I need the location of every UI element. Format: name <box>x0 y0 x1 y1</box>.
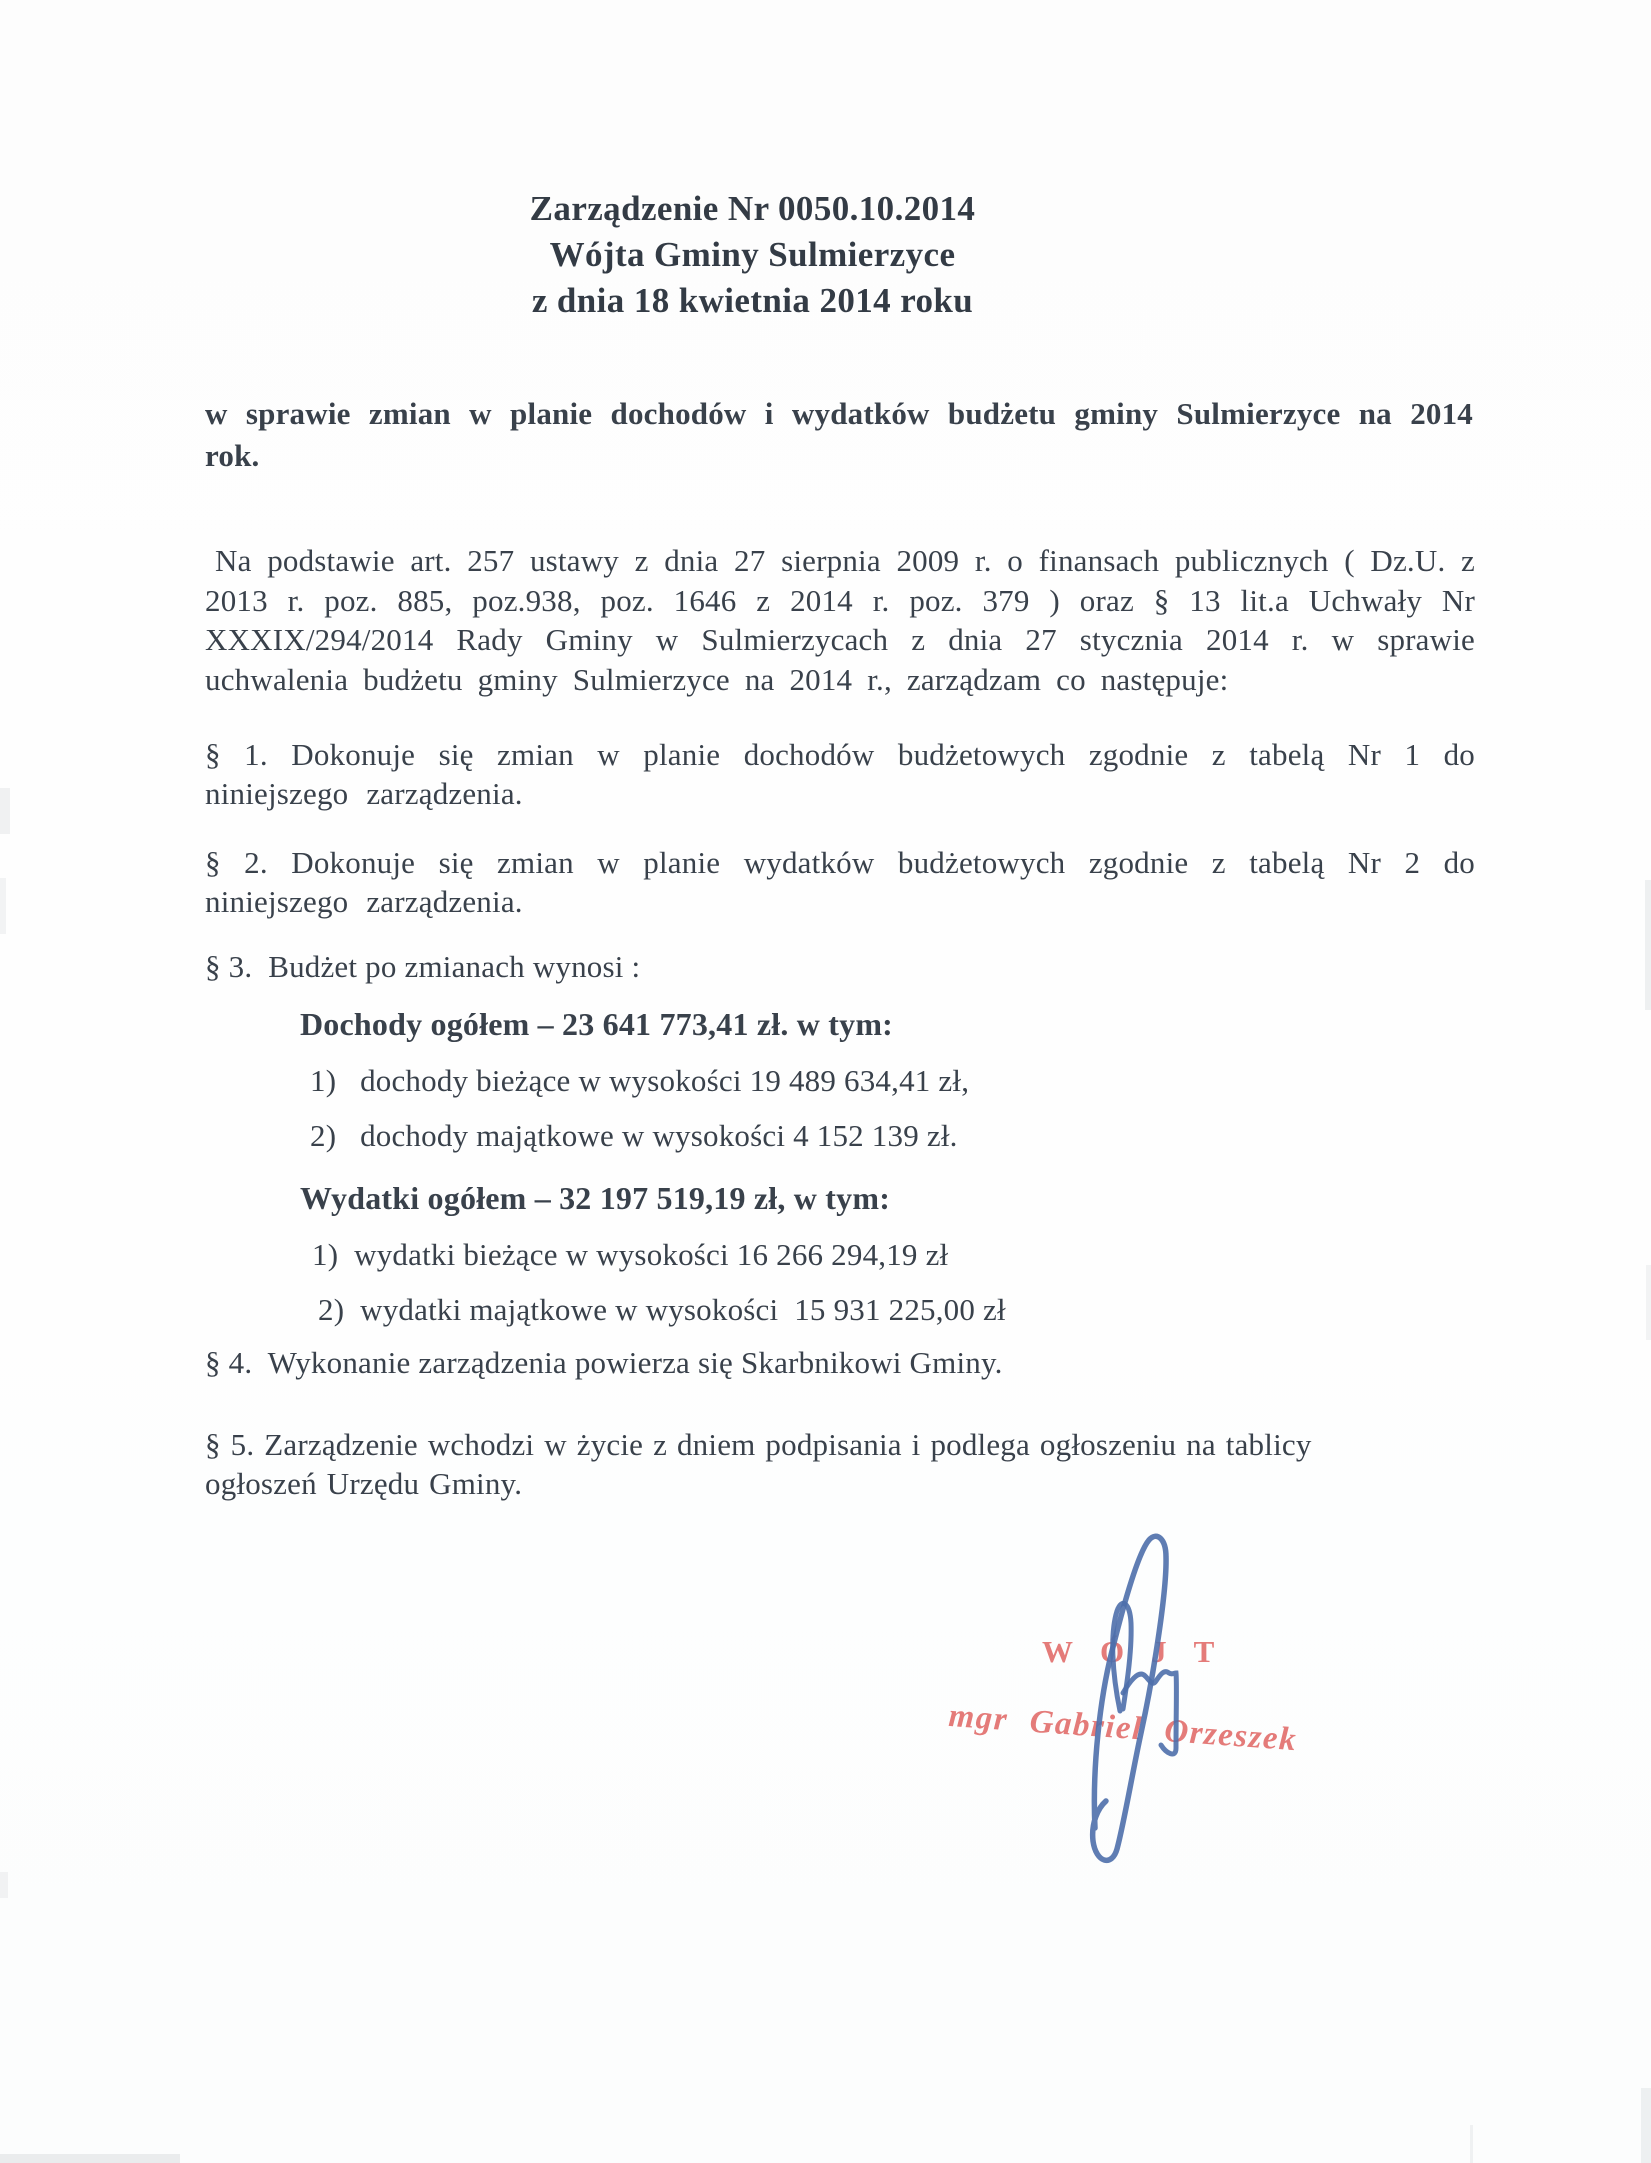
title-line-date: z dnia 18 kwietnia 2014 roku <box>531 281 974 320</box>
title-line-ordinance-number: Zarządzenie Nr 0050.10.2014 <box>529 189 976 228</box>
scan-artifact-left-low <box>0 1872 8 1898</box>
expense-total-line: Wydatki ogółem – 32 197 519,19 zł, w tym: <box>300 1180 891 1216</box>
handwritten-signature <box>1020 1523 1290 1893</box>
scan-artifact-left-dash <box>0 788 10 834</box>
income-total-line: Dochody ogółem – 23 641 773,41 zł. w tym: <box>300 1006 894 1042</box>
scan-artifact-right-low <box>1641 2088 1651 2163</box>
expense-item-current: 1) wydatki bieżące w wysokości 16 266 294,19 zł <box>312 1237 949 1272</box>
income-item-current: 1) dochody bieżące w wysokości 19 489 634,41 zł, <box>310 1063 970 1098</box>
section-5-paragraph: § 5. Zarządzenie wchodzi w życie z dniem podpisania i podlega ogłoszeniu na tablicy ogłoszeń Urzędu Gminy. <box>205 1427 1312 1501</box>
expense-item-capital: 2) wydatki majątkowe w wysokości 15 931 225,00 zł <box>318 1292 1006 1327</box>
mayor-stamp-title: WÓJT <box>1042 1634 1242 1669</box>
scan-artifact-right-mid <box>1645 880 1651 1010</box>
section-2-paragraph: § 2. Dokonuje się zmian w planie wydatków budżetowych zgodnie z tabelą Nr 2 do niniejszego zarządzenia. <box>205 845 1475 919</box>
income-item-capital: 2) dochody majątkowe w wysokości 4 152 139 zł. <box>310 1118 958 1153</box>
scan-artifact-bottom-left <box>0 2154 180 2163</box>
scan-artifact-bottom-line <box>1470 2125 1473 2163</box>
title-line-issuer: Wójta Gminy Sulmierzyce <box>549 235 956 274</box>
section-1-paragraph: § 1. Dokonuje się zmian w planie dochodów budżetowych zgodnie z tabelą Nr 1 do niniejszego zarządzenia. <box>205 737 1475 811</box>
scan-artifact-left-mid <box>0 878 6 934</box>
section-3-paragraph: § 3. Budżet po zmianach wynosi : <box>205 949 641 984</box>
section-4-paragraph: § 4. Wykonanie zarządzenia powierza się Skarbnikowi Gminy. <box>205 1345 1003 1380</box>
mayor-stamp-name: mgr Gabriel Orzeszek <box>947 1698 1299 1759</box>
legal-basis-paragraph: Na podstawie art. 257 ustawy z dnia 27 sierpnia 2009 r. o finansach publicznych ( Dz.U. z 2013 r. poz. 885, poz.938, poz. 1646 z 2014 r. poz. 379 ) oraz § 13 lit.a Uchwały Nr XXXIX/294/2014 Rady Gminy w Sulmierzycach z dnia 27 stycznia 2014 r. w sprawie uchwalenia budżetu gminy Sulmierzyce na 2014 r., zarządzam co następuje: <box>205 543 1475 697</box>
subject-clause: w sprawie zmian w planie dochodów i wydatków budżetu gminy Sulmierzyce na 2014 rok. <box>205 396 1473 473</box>
document-title <box>0 186 1505 324</box>
scan-artifact-right-mid2 <box>1646 1265 1651 1340</box>
